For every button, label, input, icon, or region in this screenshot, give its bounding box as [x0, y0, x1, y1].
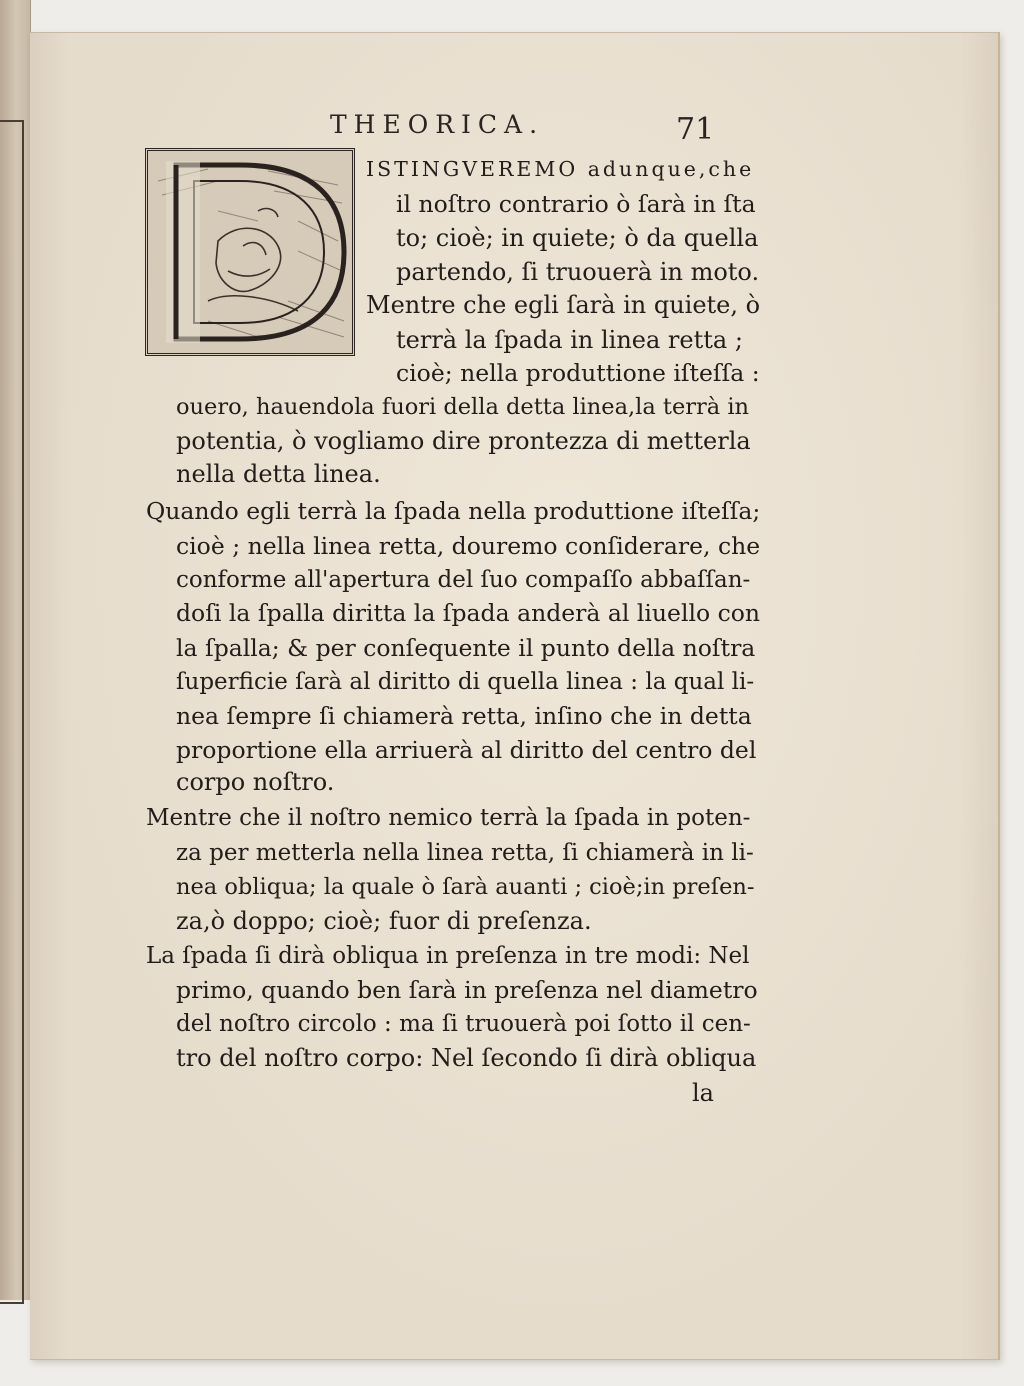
text-line: Quando egli terrà la ſpada nella produttione iſteſſa;: [146, 497, 761, 525]
text-line: ſuperficie ſarà al diritto di quella linea : la qual li-: [176, 669, 755, 695]
text-line: doſi la ſpalla diritta la ſpada anderà al liuello con: [176, 599, 761, 627]
text-line: proportione ella arriuerà al diritto del centro del: [176, 736, 757, 764]
page-number: 71: [676, 112, 715, 147]
text-line: primo, quando ben ſarà in preſenza nel diametro: [176, 976, 758, 1004]
text-line: nella detta linea.: [176, 460, 381, 488]
text-line: il noſtro contrario ò ſarà in ſta: [396, 190, 756, 218]
text-line: terrà la ſpada in linea retta ;: [396, 326, 743, 354]
text-line: ISTINGVEREMO adunque,che: [366, 157, 755, 181]
text-line: nea ſempre ſi chiamerà retta, inſino che in detta: [176, 702, 752, 730]
text-line: za per metterla nella linea retta, ſi chiamerà in li-: [176, 840, 754, 866]
text-line: cioè ; nella linea retta, douremo conſiderare, che: [176, 532, 761, 560]
text-line: corpo noſtro.: [176, 768, 335, 796]
catchword: la: [692, 1079, 714, 1107]
text-line: Mentre che il noſtro nemico terrà la ſpada in poten-: [146, 805, 751, 831]
text-line: tro del noſtro corpo: Nel ſecondo ſi dirà obliqua: [176, 1044, 757, 1072]
text-line: potentia, ò vogliamo dire prontezza di metterla: [176, 427, 751, 455]
text-line: cioè; nella produttione iſteſſa :: [396, 359, 760, 387]
text-line: ouero, hauendola fuori della detta linea,la terrà in: [176, 394, 750, 420]
text-line: del noſtro circolo : ma ſi truouerà poi ſotto il cen-: [176, 1011, 751, 1037]
running-head: THEORICA.: [330, 110, 545, 139]
text-line: La ſpada ſi dirà obliqua in preſenza in tre modi: Nel: [146, 943, 750, 969]
text-line: Mentre che egli ſarà in quiete, ò: [366, 291, 761, 319]
text-line: partendo, ſi truouerà in moto.: [396, 258, 760, 286]
text-line: nea obliqua; la quale ò ſarà auanti ; cioè;in preſen-: [176, 874, 755, 900]
text-line: la ſpalla; & per conſequente il punto della noſtra: [176, 634, 756, 662]
text-line: to; cioè; in quiete; ò da quella: [396, 224, 759, 252]
text-line: conforme all'apertura del ſuo compaſſo abbaſſan-: [176, 567, 751, 593]
text-line: za,ò doppo; cioè; fuor di preſenza.: [176, 907, 592, 935]
